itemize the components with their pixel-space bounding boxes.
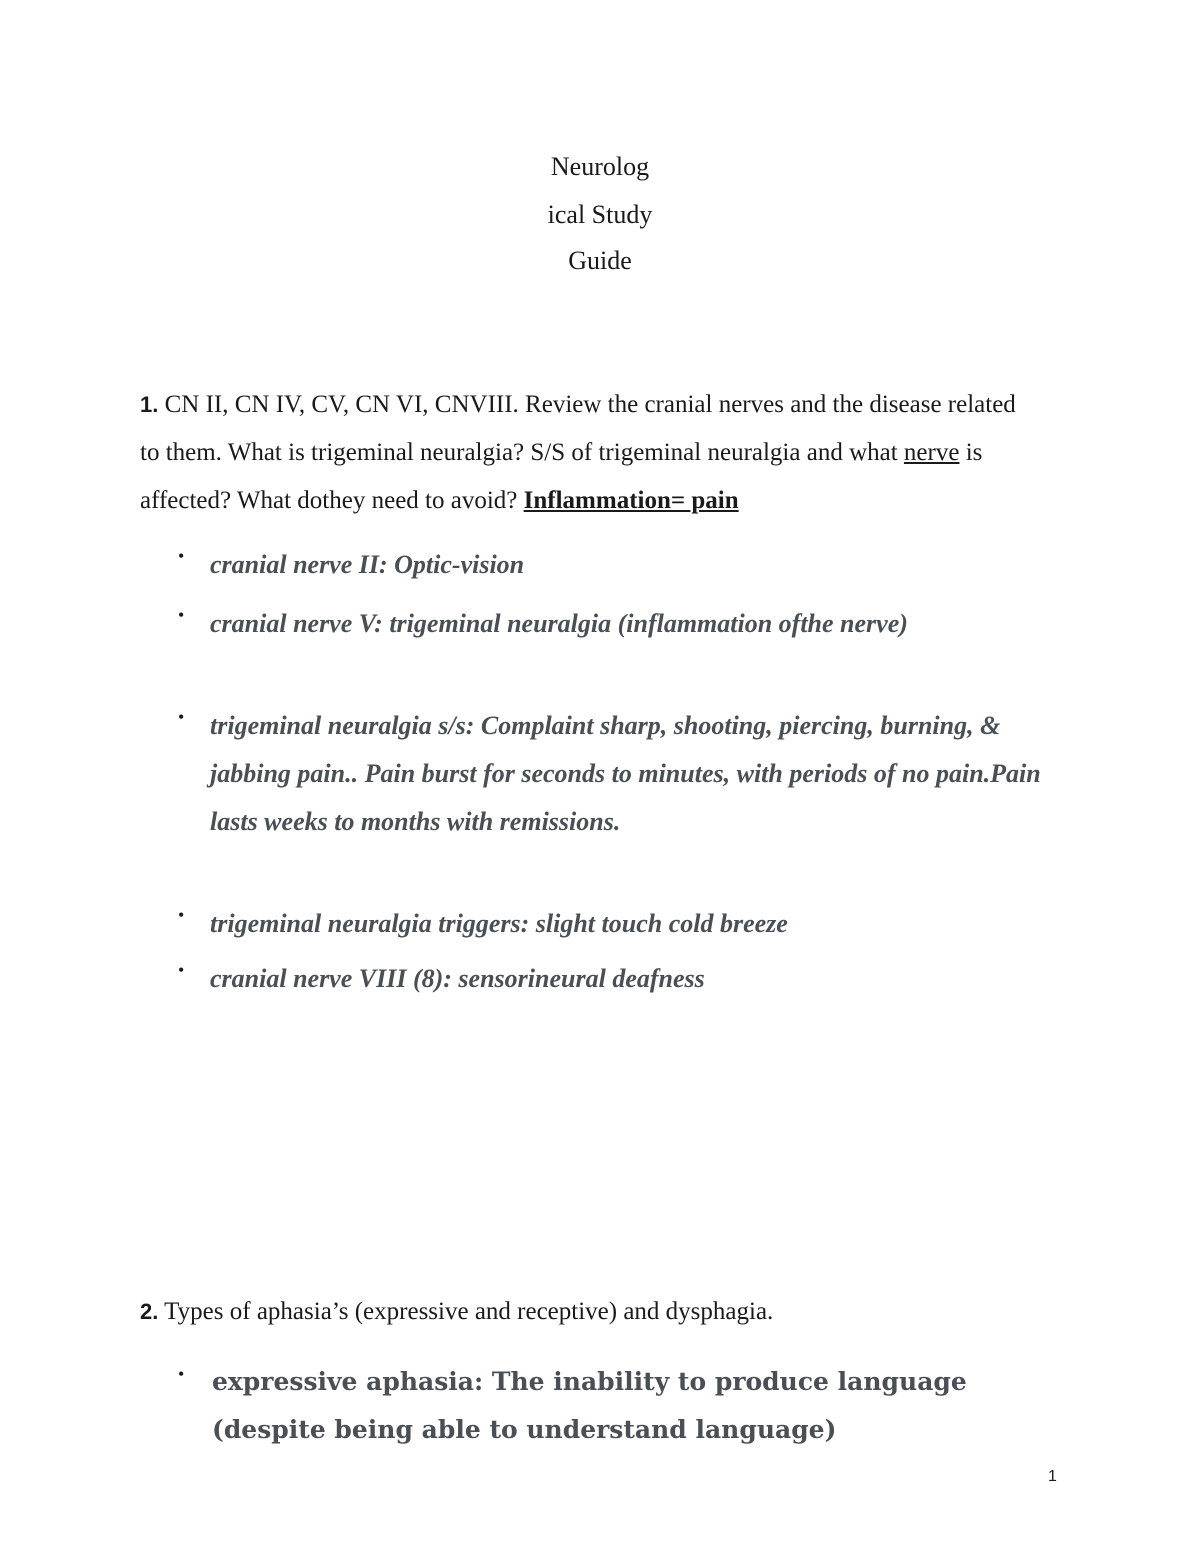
title-line-1: Neurolog xyxy=(550,152,650,181)
list-item: cranial nerve II: Optic-vision xyxy=(210,550,525,579)
bullet-marker: • xyxy=(178,905,185,925)
list-item: trigeminal neuralgia triggers: slight touch cold breeze xyxy=(210,909,788,938)
list-item: expressive aphasia: The inability to produce language (despite being able to understand language) xyxy=(212,1367,967,1444)
list-item: cranial nerve V: trigeminal neuralgia (inflammation ofthe nerve) xyxy=(210,609,908,638)
question-2-text: Types of aphasia’s (expressive and receptive) and dysphagia. xyxy=(158,1298,774,1325)
bullet-marker: • xyxy=(178,1364,185,1384)
question-1 xyxy=(140,381,1040,525)
list-item: cranial nerve VIII (8): sensorineural deafness xyxy=(210,964,705,993)
question-1-answer: Inflammation= pain xyxy=(523,487,739,514)
bullet-marker: • xyxy=(178,605,185,625)
question-1-number: 1. xyxy=(140,392,159,417)
question-1-underlined: nerve xyxy=(903,439,960,466)
title-line-2: ical Study xyxy=(547,200,653,229)
question-2 xyxy=(140,1288,1040,1336)
question-1-text-a: CN II, CN IV, CV, CN VI, CNVIII. Review the cranial nerves and the disease related to them. What is trigeminal neuralgia? S/S of trigeminal neuralgia and what xyxy=(140,391,1016,466)
bullet-marker: • xyxy=(178,546,185,566)
bullet-marker: • xyxy=(178,960,185,980)
question-2-number: 2. xyxy=(140,1299,159,1324)
list-item: trigeminal neuralgia s/s: Complaint sharp, shooting, piercing, burning, & jabbing pain.. Pain burst for seconds to minutes, with periods of no pain.Pain lasts weeks to months with remissions. xyxy=(210,711,1041,836)
page-number: 1 xyxy=(1048,1468,1057,1485)
bullet-marker: • xyxy=(178,707,185,727)
title-line-3: Guide xyxy=(568,246,632,275)
question-1-text-b: is affected? What dothey need to avoid? xyxy=(140,439,983,514)
